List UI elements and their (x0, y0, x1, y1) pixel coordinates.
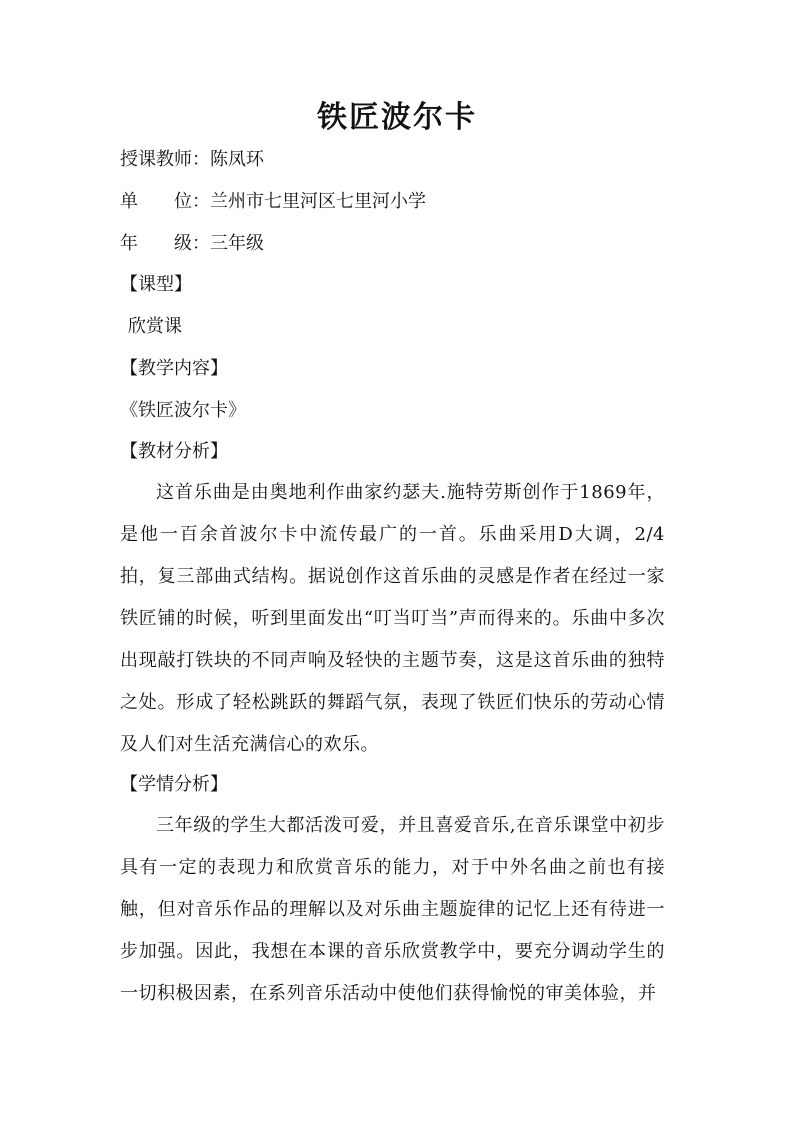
content-body: 《铁匠波尔卡》 (120, 400, 246, 421)
student-analysis-paragraph: 三年级的学生大都活泼可爱，并且喜爱音乐,在音乐课堂中初步具有一定的表现力和欣赏音乐的能力，对于中外名曲之前也有接触，但对音乐作品的理解以及对乐曲主题旋律的记忆上还有待进一步加强。因此，我想在本课的音乐欣赏教学中，要充分调动学生的一切积极因素，在系列音乐活动中使他们获得愉悦的审美体验，并 (120, 815, 665, 1004)
teacher-name: 陈凤环 (210, 149, 264, 170)
lesson-type-heading: 【课型】 (120, 274, 192, 295)
grade-label-first: 年 (120, 233, 138, 254)
unit-value: 兰州市七里河区七里河小学 (210, 191, 426, 212)
document-title: 铁匠波尔卡 (317, 100, 477, 135)
material-analysis-paragraph: 这首乐曲是由奥地利作曲家约瑟夫.施特劳斯创作于1869年，是他一百余首波尔卡中流传最广的一首。乐曲采用D大调，2/4 拍，复三部曲式结构。据说创作这首乐曲的灵感是作者在经过一家铁匠铺的时候，听到里面发出“叮当叮当”声而得来的。乐曲中多次出现敲打铁块的不同声响及轻快的主题节奏，这是这首乐曲的独特之处。形成了轻松跳跃的舞蹈气氛，表现了铁匠们快乐的劳动心情及人们对生活充满信心的欢乐。 (120, 482, 665, 755)
grade-value: 三年级 (210, 233, 264, 254)
grade-label-second: 级： (174, 233, 210, 254)
unit-line (120, 189, 426, 215)
lesson-type-body: 欣赏课 (128, 316, 182, 337)
unit-label-second: 位： (174, 191, 210, 212)
material-analysis-heading: 【教材分析】 (120, 441, 228, 462)
teacher-label: 授课教师： (120, 149, 210, 170)
teacher-line (120, 147, 264, 173)
student-analysis-heading: 【学情分析】 (120, 774, 228, 795)
unit-label-first: 单 (120, 191, 138, 212)
grade-line (120, 231, 264, 257)
content-heading: 【教学内容】 (120, 358, 228, 379)
